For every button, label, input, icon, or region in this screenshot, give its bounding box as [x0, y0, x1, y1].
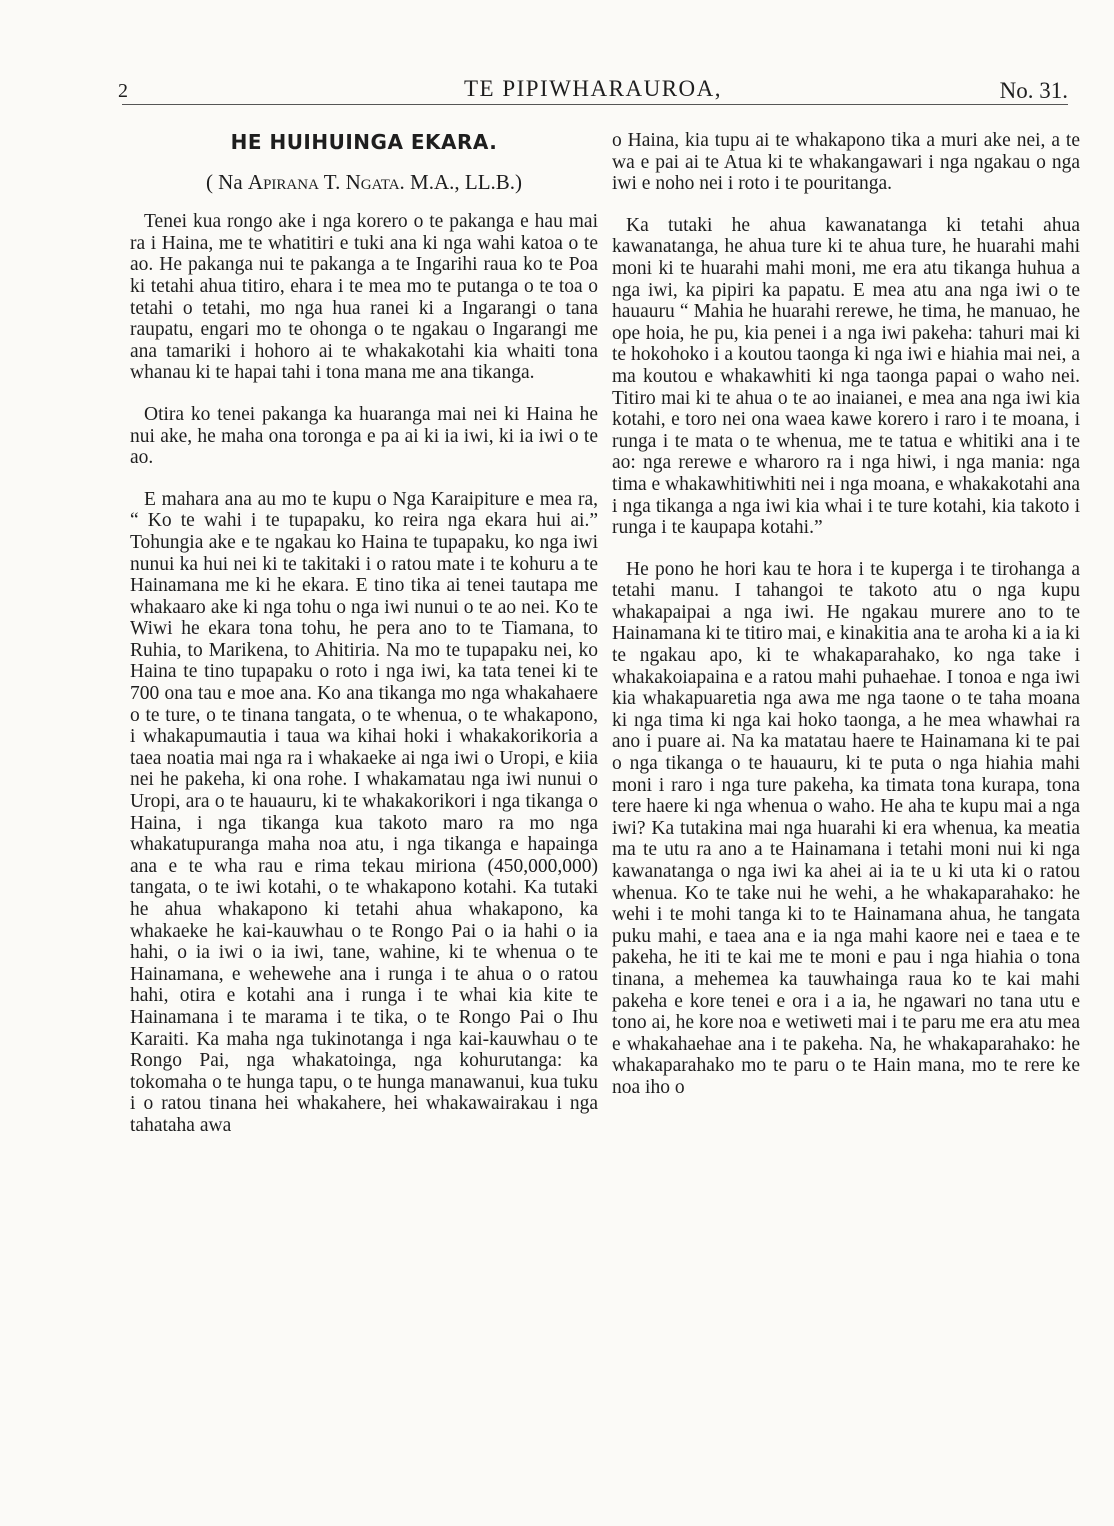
publication-title: TE PIPIWHARAUROA,	[463, 76, 723, 101]
byline-rest: T. Ngata. M.A., LL.B.)	[318, 169, 523, 194]
article-byline	[130, 169, 598, 194]
paragraph-continued: o Haina, kia tupu ai te whakapono tika a muri ake nei, a te wa e pai ai te Atua ki te whakangawari i nga ngakau o nga iwi e noho nei i roto i te pouritanga.	[612, 130, 1080, 195]
paragraph: E mahara ana au mo te kupu o Nga Karaipiture e mea ra, “ Ko te wahi i te tupapaku, ko reira nga ekara hui ai.” Tohungia ake e te ngakau ko Haina te tupapaku, ko nga iwi nunui ka hui nei ki te takitaki i o ratou mate i te kohuru a te Hainamana me ki he ekara. E tino tika ai tenei tautapa me whakaaro ake ki nga tohu o nga iwi nunui o te ao nei. Ko te Wiwi he ekara tona tohu, he pera ano to te Tiamana, to Ruhia, to Marikena, to Ahitiria. Na mo te tupapaku nei, ko Haina te tino tupapaku o roto i nga iwi, ka tata tenei ki te 700 ona tau e moe ana. Ko ana tikanga mo nga whakahaere o te ture, o te tinana tangata, o te whenua, o te whakapono, i whakapumautia i taua wa kihai hoki i whakakorikoria a taea noatia mai nga ra i whakaeke ai nga iwi o Uropi, e kiia nei he pakeha, ki ona rohe. I whakamatau nga iwi nunui o Uropi, ara o te hauauru, ki te whakakorikori i nga tikanga o Haina, i nga tikanga kua takoto maro ra mo nga whakatupuranga maha noa atu, i nga tikanga e hapainga ana e te wha rau e rima tekau miriona (450,000,000) tangata, o te iwi kotahi, o te whakapono kotahi. Ka tutaki he ahua whakapono ki tetahi ahua whakapono, ka whakaeke he kai-kauwhau o te Rongo Pai o ia hahi o ia hahi, o ia iwi o ia iwi, tane, wahine, ki te whenua o te Hainamana, e wehewehe ana i runga i te ahua o o ratou hahi, otira e kotahi ana i runga i te whai kia kite te Hainamana i te marama i te tika, o te Rongo Pai o Ihu Karaiti. Ka maha nga tukinotanga i nga kai-kauwhau o te Rongo Pai, nga whakatoinga, nga kohurutanga: ka tokomaha o te hunga tapu, o te hunga manawanui, kua tuku i o ratou tinana hei whakahere, hei whakawairakau i nga tahataha awa	[130, 488, 598, 1136]
header-rule	[122, 104, 1068, 105]
byline-open: ( Na	[205, 169, 248, 194]
page-header	[118, 76, 1068, 106]
paragraph: Tenei kua rongo ake i nga korero o te pakanga e hau mai ra i Haina, me te whatitiri e tuki ana ki nga wahi katoa o te ao. He pakanga nui te pakanga a te Ingarihi raua ko te Poa ki tetahi ahua titiro, ehara i te mea mo te putanga o te toa o tetahi o tetahi, mo nga hua ranei ki a Ingarangi o tana raupatu, engari mo te ohonga o te ngakau o Ingarangi me ana tamariki i hohoro ai te whakakotahi kia whaiti tona whanau ki te hapai tahi i tona mana me ana tikanga.	[130, 211, 598, 384]
right-column	[612, 130, 1080, 1119]
paragraph: Otira ko tenei pakanga ka huaranga mai nei ki Haina he nui ake, he maha ona toronga e pa ai ki ia iwi, ki ia iwi o te ao.	[130, 403, 598, 469]
paragraph: Ka tutaki he ahua kawanatanga ki tetahi ahua kawanatanga, he ahua ture ki te ahua ture, he huarahi mahi moni ki te huarahi mahi moni, me era atu tikanga huhua a nga iwi, ka pipiri ka papatu. E mea atu ana nga iwi o te hauauru “ Mahia he huarahi rerewe, he tima, he manuao, he ope hoia, he pu, kia penei i a nga iwi pakeha: tahuri mai ki te hokohoko i a koutou taonga ki nga iwi e hiahia mai nei, a ma koutou e whakawhiti ki nga taonga papai o waho nei. Titiro mai ki te ahua o te ao inaianei, e mea ana nga iwi kia kotahi, e toro nei ona waea kawe korero i raro i te moana, i runga i te mata o te whenua, me te tatua e whitiki ana i te ao: nga rerewe e wharoro ra i nga hiwi, i nga mania: nga tima e whakawhitiwhiti nei i nga moana, e whakakotahi ana i nga tikanga a nga iwi kia whai i te ture kotahi, kia takoto i runga i te kaupapa kotahi.”	[612, 214, 1080, 539]
article-headline: HE HUIHUINGA EKARA.	[230, 130, 498, 154]
issue-number: No. 31.	[999, 78, 1068, 103]
byline-author-name: Apirana	[247, 169, 319, 194]
paragraph: He pono he hori kau te hora i te kuperga i te tirohanga a tetahi manu. I tahangoi te takoto atu o nga kupu whakapaipai a nga iwi. He ngakau murere ano to te Hainamana ki te titiro mai, e kinakitia ana te aroha ki a ia ki te ngakau apo, ki te whakaparahako, ko nga take i whakakoiapaina e a ratou mahi puhaehae. I tonoa e nga iwi kia whakapuaretia nga awa me nga taone o te taha moana ki nga tima ki nga kai hoko taonga, a he mea whawhai ra ano i puare ai. Na ka matatau haere te Hainamana ki te pai o nga tikanga o te hauauru, ki te puta o nga hiahia mahi moni i raro i nga ture pakeha, ka timata tona kurapa, tona tere haere ki nga whenua o waho. He aha te kupu mai a nga iwi? Ka tutakina mai nga huarahi ki era whenua, ka meatia ma te utu ra ano a te Hainamana i tetahi moni nui ki nga kawanatanga o nga iwi ka ahei ai ia te u ki uta ki o ratou whenua. Ko te take nui he wehi, a he whakaparahako: he wehi i te mohi tanga ki to te Hainamana ahua, he tangata puku mahi, e taea ana e ia nga mahi kaore nei e taea e te pakeha, he iti te kai me te moni e pau i nga hiahia o tona tinana, a mehemea ka tauwhainga raua ko te kai mahi pakeha e kore tenei e ora i a ia, he ngawari no tana utu e tono ai, he kore noa e wetiweti mai i te paru me era atu mea e whakahaehae ana i te pakeha. Na, he whakaparahako: he whakaparahako mo te paru o te Hain mana, mo te rere ke noa iho o	[612, 558, 1080, 1098]
page-number: 2	[118, 80, 128, 102]
left-column	[130, 130, 598, 1157]
